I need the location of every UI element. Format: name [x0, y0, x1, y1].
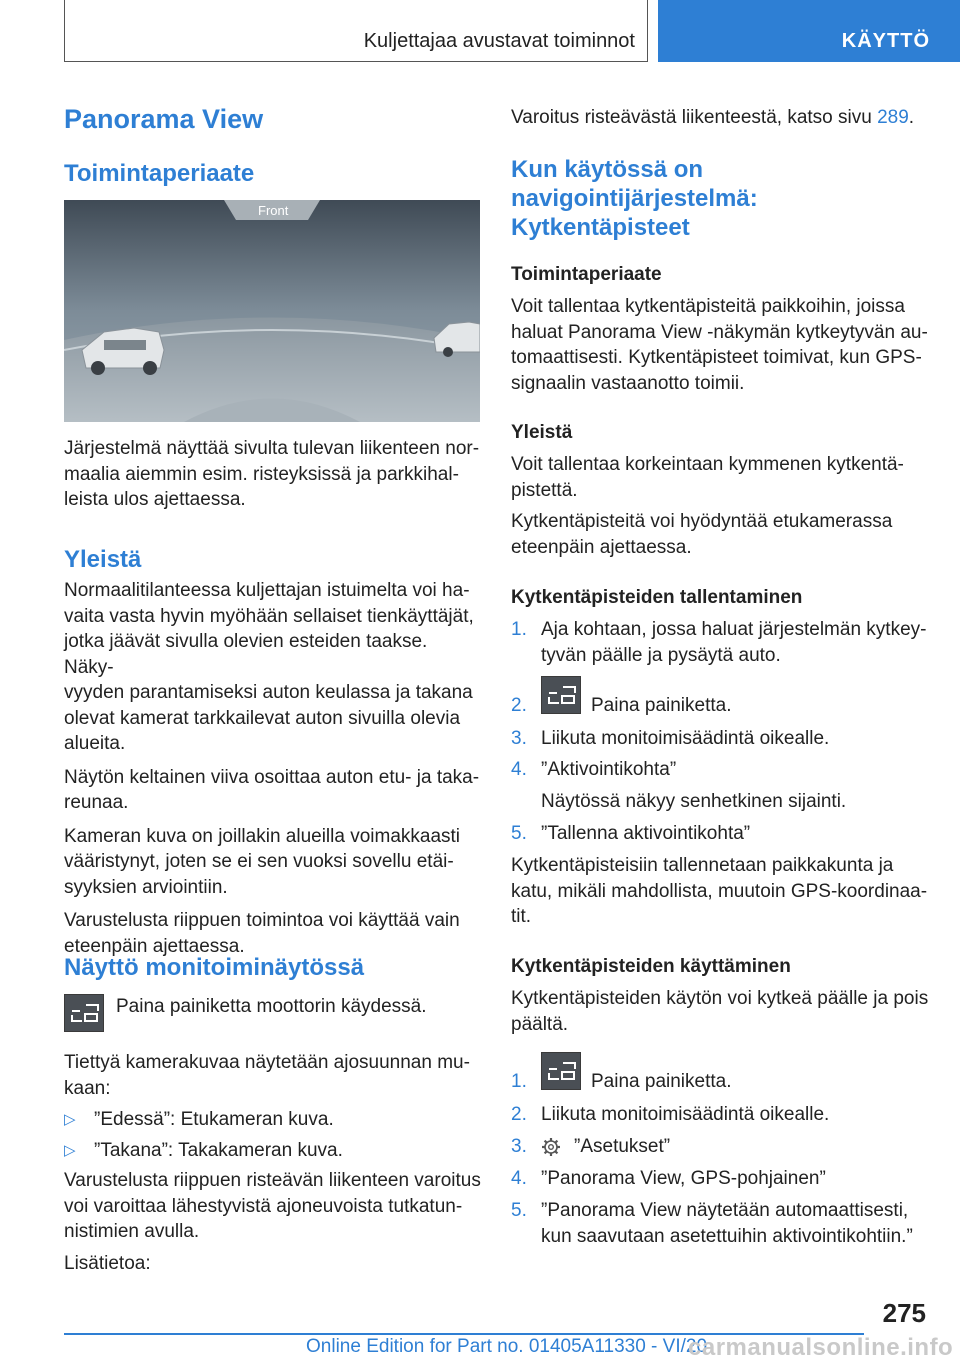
- subheading-principle: Toimintaperiaate: [511, 264, 662, 285]
- camera-button-icon-box: [64, 994, 104, 1032]
- page-number: 275: [882, 1298, 926, 1328]
- heading-general: Yleistä: [64, 546, 142, 573]
- heading-line: Kytkentäpisteet: [511, 214, 690, 241]
- text-line: reunaa.: [64, 792, 129, 813]
- step-text: Aja kohtaan, jossa haluat järjestelmän kytkey-: [541, 619, 927, 640]
- text-line: tomaattisesti. Kytkentäpisteet toimivat, kun GPS-: [511, 347, 922, 368]
- camera-button-icon: [541, 1052, 581, 1090]
- step-text: Liikuta monitoimisäädintä oikealle.: [541, 1104, 830, 1125]
- step-text: kun saavutaan asetettuihin aktivointikohtiin.”: [541, 1225, 913, 1247]
- subheading-general: Yleistä: [511, 422, 573, 443]
- text-line: syyksien arviointiin.: [64, 876, 228, 898]
- step-number: 1.: [511, 619, 527, 640]
- warning-reference: [511, 105, 914, 131]
- general-paragraph-right: [511, 452, 931, 560]
- parking-camera-icon: [547, 683, 577, 707]
- step-text: ”Asetukset”: [574, 1136, 671, 1157]
- step-number: 3.: [511, 728, 527, 749]
- principle-paragraph-right: [511, 294, 931, 396]
- step-text: ”Panorama View, GPS-pohjainen”: [541, 1168, 826, 1189]
- save-paragraph: [511, 853, 931, 930]
- header-section-title: Kuljettajaa avustavat toiminnot: [363, 30, 635, 52]
- page-title: Panorama View: [64, 104, 264, 134]
- use-paragraph: [511, 986, 931, 1037]
- text-line: vyyden parantamiseksi auton keulassa ja takana: [64, 682, 473, 703]
- text-line: jotka jäävät sivulla olevien esteiden taakse. Näky-: [64, 631, 428, 678]
- step-number: 1.: [511, 1071, 527, 1092]
- text-line: Kytkentäpisteitä voi hyödyntää etukamerassa: [511, 511, 893, 532]
- camera-button-icon-box: [541, 1052, 581, 1090]
- step-text: ”Panorama View näytetään automaattisesti,: [541, 1200, 909, 1221]
- step-text: ”Tallenna aktivointikohta”: [541, 823, 751, 844]
- step-number: 2.: [511, 1104, 527, 1125]
- footer-edition: Online Edition for Part no. 01405A11330 - VI/20: [306, 1336, 708, 1357]
- text-line: Varustelusta riippuen risteävän liikenteen varoitus: [64, 1170, 481, 1191]
- camera-button-icon-box: [541, 676, 581, 714]
- parking-camera-icon: [547, 1059, 577, 1083]
- step-number: 4.: [511, 759, 527, 780]
- bullet-text: ”Edessä”: Etukameran kuva.: [94, 1109, 334, 1130]
- camera-view-illustration: [64, 200, 480, 422]
- heading-line: navigointijärjestelmä:: [511, 185, 758, 212]
- text-line: Järjestelmä näyttää sivulta tulevan liikenteen nor-: [64, 438, 480, 459]
- display-paragraph: [64, 1050, 482, 1101]
- text-line: voi varoittaa lähestyvistä ajoneuvoista tutkatun-: [64, 1195, 463, 1217]
- warning-end: .: [908, 107, 915, 128]
- step-number: 5.: [511, 1200, 527, 1221]
- text-line: vaita vasta hyvin myöhään sellaiset tienkäyttäjät,: [64, 605, 474, 627]
- header-section-box: [64, 0, 648, 62]
- step-text: Paina painiketta.: [591, 1071, 732, 1092]
- gear-icon: [541, 1137, 561, 1165]
- text-line: eteenpäin ajettaessa.: [64, 935, 245, 957]
- camera-button-icon: [541, 676, 581, 714]
- text-line: signaalin vastaanotto toimii.: [511, 372, 745, 394]
- step-number: 3.: [511, 1136, 527, 1157]
- header-chapter-title: KÄYTTÖ: [841, 30, 930, 52]
- display-paragraph-2: [64, 1168, 482, 1276]
- step-text: ”Aktivointikohta”: [541, 759, 677, 780]
- text-line: katu, mikäli mahdollista, muutoin GPS-koordinaa-: [511, 880, 928, 902]
- text-line: vääristynyt, joten se ei sen vuoksi sovellu etäi-: [64, 851, 454, 872]
- text-line: päältä.: [511, 1013, 569, 1035]
- parking-camera-icon: [70, 1001, 100, 1025]
- text-line: pistettä.: [511, 479, 578, 501]
- camera-button-icon: [64, 994, 104, 1032]
- heading-line: Kun käytössä on: [511, 156, 704, 183]
- text-line: eteenpäin ajettaessa.: [511, 536, 692, 558]
- text-line: Kameran kuva on joillakin alueilla voimakkaasti: [64, 825, 461, 847]
- text-line: haluat Panorama View -näkymän kytkeytyvän au-: [511, 321, 928, 343]
- display-button-text: Paina painiketta moottorin käydessä.: [116, 996, 427, 1017]
- triangle-bullet-icon: ▷: [64, 1111, 76, 1128]
- step-number: 4.: [511, 1168, 527, 1189]
- text-line: Voit tallentaa korkeintaan kymmenen kytkentä-: [511, 454, 904, 475]
- text-line: Näytön keltainen viiva osoittaa auton etu- ja taka-: [64, 766, 480, 788]
- text-line: Lisätietoa:: [64, 1252, 151, 1274]
- step-text: Paina painiketta.: [591, 695, 732, 716]
- warning-text: Varoitus risteävästä liikenteestä, katso sivu: [511, 107, 878, 128]
- heading-display: Näyttö monitoiminäytössä: [64, 954, 365, 981]
- text-line: Kytkentäpisteisiin tallennetaan paikkakunta ja: [511, 855, 894, 876]
- text-line: Tiettyä kamerakuvaa näytetään ajosuunnan mu-: [64, 1052, 470, 1073]
- text-line: leista ulos ajettaessa.: [64, 489, 246, 510]
- text-line: Voit tallentaa kytkentäpisteitä paikkoihin, joissa: [511, 296, 905, 317]
- bullet-text: ”Takana”: Takakameran kuva.: [94, 1140, 343, 1161]
- text-line: alueita.: [64, 733, 126, 754]
- text-line: olevat kamerat tarkkailevat auton sivuilla olevia: [64, 707, 461, 729]
- principle-paragraph: [64, 436, 482, 513]
- text-line: tit.: [511, 906, 532, 927]
- step-number: 2.: [511, 695, 527, 716]
- text-line: Varustelusta riippuen toimintoa voi käyttää vain: [64, 910, 460, 931]
- subheading-save: Kytkentäpisteiden tallentaminen: [511, 587, 803, 608]
- heading-navigation: [511, 155, 758, 242]
- step-text: Näytössä näkyy senhetkinen sijainti.: [541, 791, 847, 812]
- text-line: kaan:: [64, 1077, 111, 1099]
- header-chapter-box: [658, 0, 960, 62]
- subheading-use: Kytkentäpisteiden käyttäminen: [511, 956, 791, 977]
- figure-front-label: Front: [258, 203, 289, 218]
- text-line: Kytkentäpisteiden käytön voi kytkeä päälle ja pois: [511, 988, 929, 1009]
- general-paragraphs: [64, 578, 482, 959]
- step-number: 5.: [511, 823, 527, 844]
- page-link-289[interactable]: 289: [877, 107, 909, 128]
- triangle-bullet-icon: ▷: [64, 1142, 76, 1159]
- text-line: nistimien avulla.: [64, 1221, 200, 1242]
- step-text: tyvän päälle ja pysäytä auto.: [541, 644, 781, 666]
- camera-view-figure: [64, 200, 480, 422]
- step-text: Liikuta monitoimisäädintä oikealle.: [541, 728, 830, 749]
- watermark: carmanualsonline.info: [688, 1334, 954, 1361]
- heading-principle: Toimintaperiaate: [64, 160, 255, 187]
- text-line: maalia aiemmin esim. risteyksissä ja parkkihal-: [64, 463, 459, 485]
- text-line: Normaalitilanteessa kuljettajan istuimelta voi ha-: [64, 580, 470, 601]
